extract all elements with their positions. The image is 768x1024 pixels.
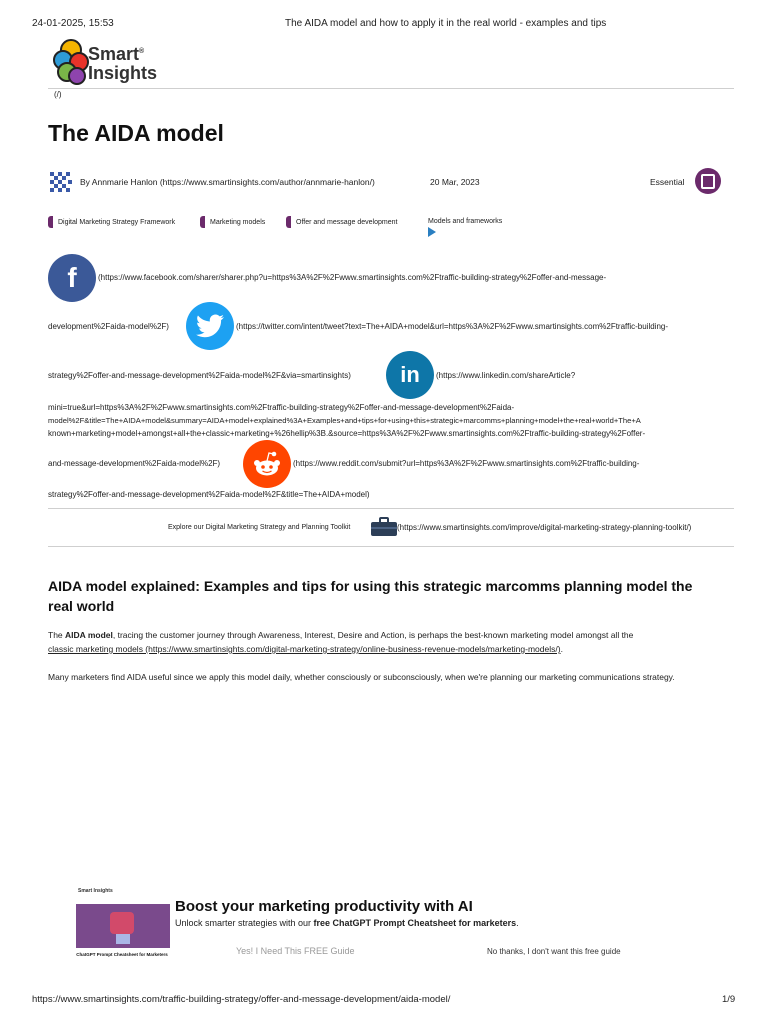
twitter-share-url-2[interactable]: strategy%2Foffer-and-message-development%2Faida-model%2F&via=smartinsights) <box>48 371 351 380</box>
promo-decline-link[interactable]: No thanks, I don't want this free guide <box>487 947 621 956</box>
reddit-share-icon[interactable] <box>243 440 291 488</box>
section-heading: AIDA model explained: Examples and tips for using this strategic marcomms planning model the real world <box>48 578 693 614</box>
intro-end: . <box>560 644 563 654</box>
reddit-share-url-2[interactable]: strategy%2Foffer-and-message-development%2Faida-model%2F&title=The+AIDA+model) <box>48 490 370 499</box>
promo-thumb-brand: Smart Insights <box>78 888 113 894</box>
twitter-bird-icon <box>196 314 224 338</box>
intro-prefix: The <box>48 630 66 640</box>
promo-thumb-caption: ChatGPT Prompt Cheatsheet for Marketers <box>76 952 168 957</box>
tag-marker-icon <box>286 216 291 228</box>
logo-text-smart: Smart <box>88 44 140 64</box>
play-arrow-icon <box>428 227 436 237</box>
promo-subtitle-bold: free ChatGPT Prompt Cheatsheet for marketers <box>313 918 517 928</box>
facebook-share-url-2[interactable]: development%2Faida-model%2F) <box>48 322 169 331</box>
promo-thumbnail <box>70 884 174 980</box>
site-logo[interactable] <box>52 38 162 88</box>
linkedin-share-icon[interactable]: in <box>386 351 434 399</box>
facebook-share-url-1[interactable]: (https://www.facebook.com/sharer/sharer.php?u=https%3A%2F%2Fwww.smartinsights.com%2Ftraffic-building-strategy%2Foffer-and-message- <box>98 273 607 282</box>
linkedin-share-url-1[interactable]: (https://www.linkedin.com/shareArticle? <box>436 371 576 380</box>
tag-offer-message[interactable] <box>286 216 397 228</box>
logo-reg-mark: ® <box>139 48 145 55</box>
linkedin-share-url-2[interactable]: mini=true&url=https%3A%2F%2Fwww.smartinsights.com%2Ftraffic-building-strategy%2Foffer-and-message-development%2Faida- <box>48 403 515 412</box>
print-datetime: 24-01-2025, 15:53 <box>32 18 114 29</box>
print-footer-url: https://www.smartinsights.com/traffic-building-strategy/offer-and-message-development/aida-model/ <box>32 994 451 1005</box>
tag-label: Offer and message development <box>296 218 398 226</box>
tag-digital-marketing-strategy[interactable] <box>48 216 175 228</box>
promo-title: Boost your marketing productivity with AI <box>175 898 473 915</box>
linkedin-share-url-3[interactable]: model%2F&title=The+AIDA+model&summary=AIDA+model+explained%3A+Examples+and+tips+for+using+this+strategic+marcomms+planning+model+the+real+world+The+A <box>48 416 641 425</box>
promo-subtitle-prefix: Unlock smarter strategies with our <box>175 918 314 928</box>
level-badge-icon <box>695 168 721 194</box>
classic-models-link[interactable]: classic marketing models (https://www.smartinsights.com/digital-marketing-strategy/online-business-revenue-models/marketing-models/) <box>48 644 561 654</box>
print-page-number: 1/9 <box>722 994 736 1005</box>
robot-icon <box>110 912 134 934</box>
tag-marker-icon <box>200 216 205 228</box>
tag-marketing-models[interactable] <box>200 216 265 228</box>
logo-text-insights: Insights <box>88 63 158 83</box>
tag-label: Marketing models <box>210 218 266 226</box>
author-byline[interactable]: By Annmarie Hanlon (https://www.smartinsights.com/author/annmarie-hanlon/) <box>80 177 375 187</box>
intro-bold-term: AIDA model <box>65 630 113 640</box>
tag-marker-icon <box>48 216 53 228</box>
tag-label: Models and frameworks <box>428 218 503 225</box>
article-date: 20 Mar, 2023 <box>430 177 480 187</box>
promo-subtitle-end: . <box>516 918 519 928</box>
twitter-share-icon[interactable] <box>186 302 234 350</box>
level-label: Essential <box>650 177 685 187</box>
toolkit-briefcase-icon <box>370 517 398 537</box>
home-link[interactable]: (/) <box>54 90 62 99</box>
toolkit-label[interactable]: Explore our Digital Marketing Strategy and Planning Toolkit <box>168 524 351 531</box>
print-doc-title: The AIDA model and how to apply it in the real world - examples and tips <box>285 18 607 29</box>
article-title: The AIDA model <box>48 120 224 146</box>
intro-text: , tracing the customer journey through Awareness, Interest, Desire and Action, is perhaps the best-known marketing model amongst all the <box>112 630 634 640</box>
second-paragraph: Many marketers find AIDA useful since we apply this model daily, whether consciously or subconsciously, when we're planning our marketing communications strategy. <box>48 672 675 682</box>
logo-mark-icon <box>52 38 90 86</box>
toolkit-url[interactable]: (https://www.smartinsights.com/improve/digital-marketing-strategy-planning-toolkit/) <box>397 523 692 532</box>
facebook-share-icon[interactable]: f <box>48 254 96 302</box>
tag-label: Digital Marketing Strategy Framework <box>58 218 176 226</box>
tag-models-frameworks[interactable] <box>428 218 502 225</box>
intro-paragraph <box>48 628 738 656</box>
twitter-share-url-1[interactable]: (https://twitter.com/intent/tweet?text=The+AIDA+model&url=https%3A%2F%2Fwww.smartinsights.com%2Ftraffic-building- <box>236 322 669 331</box>
promo-subtitle <box>175 918 519 928</box>
reddit-share-url-1[interactable]: (https://www.reddit.com/submit?url=https%3A%2F%2Fwww.smartinsights.com%2Ftraffic-building- <box>293 459 640 468</box>
reddit-alien-icon <box>252 451 282 477</box>
author-avatar <box>48 170 74 194</box>
promo-cta-button[interactable]: Yes! I Need This FREE Guide <box>236 946 355 956</box>
linkedin-share-url-5[interactable]: and-message-development%2Faida-model%2F) <box>48 459 221 468</box>
linkedin-share-url-4[interactable]: known+marketing+model+amongst+all+the+classic+marketing+%26hellip%3B.&source=https%3A%2F%2Fwww.smartinsights.com%2Ftraffic-building-strategy%2Foffer- <box>48 429 646 438</box>
